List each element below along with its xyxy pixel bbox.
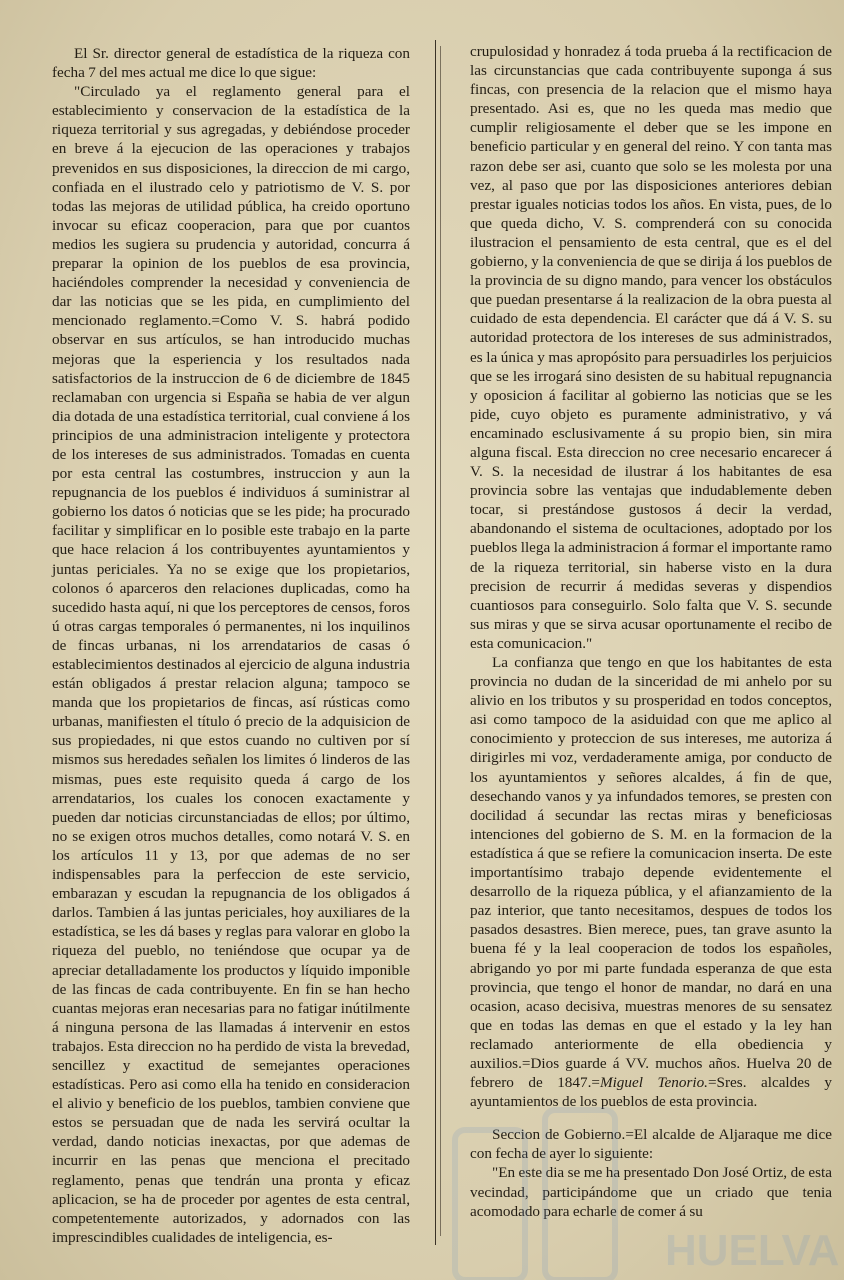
paragraph-governor [470, 653, 832, 1111]
paragraph-circular: "Circulado ya el reglamento general para el establecimiento y conservacion de la estadística de la riqueza territorial y sus agregadas, y debiéndose proceder en breve á la ejecucion de las operaciones y trabajos prevenidos en sus disposiciones, la direccion de mi cargo, confiada en el ilustrado celo y patriotismo de V. S. por todas las mejoras de utilidad pública, ha creido oportuno invocar su eficaz cooperacion, para que por cuantos medios les sugiera su prudencia y autoridad, concurra á preparar la opinion de los pueblos de esa provincia, haciéndoles comprender la necesidad y conveniencia de dar las noticias que se les pida, en cumplimiento del mencionado reglamento.=Como V. S. habrá podido observar en sus artículos, se han introducido muchas mejoras que la esperiencia y los resultados nada satisfactorios de la instruccion de 6 de diciembre de 1845 reclamaban con urgencia si España se habia de ver algun dia dotada de una estadística territorial, cual conviene á los principios de una administracion inteligente y protectora de los intereses de sus administrados. Tomadas en cuenta por esta central las costumbres, instruccion y aun la repugnancia de los pueblos é individuos á suministrar al gobierno los datos ó noticias que se les pide; ha procurado facilitar y simplificar en lo posible este trabajo en la parte que hace relacion á los contribuyentes ayuntamientos y juntas periciales. Ya no se exige que los propietarios, colonos ó aparceros den relaciones duplicadas, como ha sucedido hasta aquí, ni que los perceptores de censos, foros ú otras cargas temporales ó permanentes, ni los inquilinos de fincas urbanas, ni los arrendatarios de casas ó establecimientos destinados al ejercicio de alguna industria están obligados á prestar relacion alguna; tampoco se manda que los propietarios de fincas, así rústicas como urbanas, manifiesten el título ó precio de la adquisicion de sus propiedades, ni que estos cuando no cultiven por sí mismos sus heredades señalen los limites ó linderos de las mismas, pues este requisito queda á cargo de los arrendatarios, los cuales los conocen exactamente y pueden dar noticias circunstanciadas de ellos; por último, no se exigen otros muchos detalles, como notará V. S. en los artículos 11 y 13, por que ademas de no ser indispensables para la perfeccion de este servicio, embarazan y escudan la repugnancia de los obligados á darlos. Tambien á las juntas periciales, hoy auxiliares de la estadística, se les dá bases y reglas para valorar en globo la riqueza del pueblo, no teniéndose que ocupar ya de apreciar detalladamente los productos y líquido imponible de las fincas de cada contribuyente. En fin se han hecho cuantas mejoras eran necesarias para no fatigar inútilmente á ninguna persona de las llamadas á intervenir en estos trabajos. Esta direccion no ha perdido de vista la brevedad, sencillez y exactitud de semejantes operaciones estadísticas. Pero asi como ella ha tenido en consideracion el alivio y beneficio de los pueblos, tambien conviene que estos se persuadan que de nada les servirá ocultar la verdad, dando noticias inexactas, por que ademas de incurrir en las penas que menciona el precitado reglamento, penas que tendrán una pronta y eficaz aplicacion, se ha de proceder por agentes de esta central, competentemente autorizados, y adornados con las imprescindibles cualidades de inteligencia, es- [52, 83, 410, 1246]
column-divider [435, 40, 436, 1245]
paragraph-governor-end: =Sres. alcaldes y ayuntamientos de los pueblos de esta provincia. [470, 1074, 832, 1111]
svg-text:HUELVA: HUELVA [665, 1226, 840, 1275]
signature-name: Miguel Tenorio. [599, 1074, 708, 1092]
paragraph-governor-text: La confianza que tengo en que los habitantes de esta provincia no dudan de la sinceridad de mi anhelo por su alivio en los tributos y su prosperidad en todos conceptos, asi como tampoco de la asiduidad con que me aplico al conocimiento y proteccion de sus intereses, me autoriza á dirigirles mi voz, verdaderamente amiga, por conducto de los ayuntamientos y señores alcaldes, á fin de que, desechando vanos y ya infundados temores, se presten con docilidad á secundar las rectas miras y beneficiosas intenciones del gobierno de S. M. en la formacion de la estadística á que se refiere la comunicacion inserta. De este importantísimo trabajo depende evidentemente el desarrollo de la riqueza pública, y el afianzamiento de la paz interior, que tanto necesitamos, despues de todos los pasados desastres. Bien merece, pues, tan grave asunto la buena fé y la leal cooperacion de todos los españoles, abrigando yo por mi parte fundada esperanza de que esta provincia, que tengo el honor de mandar, no dará en una ocasion, acaso decisiva, muestras menores de su sensatez que en todas las demas en que el estado y la ley han reclamado anteriormente de ella obediencia y auxilios.=Dios guarde á VV. muchos años. Huelva 20 de febrero de 1847.= [470, 654, 832, 1092]
paragraph-section-header: Seccion de Gobierno.=El alcalde de Aljaraque me dice con fecha de ayer lo siguiente: [470, 1126, 832, 1163]
paragraph-intro: El Sr. director general de estadística de la riqueza con fecha 7 del mes actual me dice lo que sigue: [52, 45, 410, 82]
right-column [470, 42, 832, 1221]
left-column [52, 44, 410, 1247]
paragraph-aljaraque-report: "En este dia se me ha presentado Don José Ortiz, de esta vecindad, participándome que un criado que tenia acomodado para echarle de comer á su [470, 1164, 832, 1220]
column-divider-inner [440, 46, 441, 1236]
paragraph-circular-continued: crupulosidad y honradez á toda prueba á la rectificacion de las circunstancias que cada contribuyente suponga á sus fincas, con presencia de la relacion que el mismo haya presentado. Asi es, que no les queda mas medio que cumplir religiosamente el deber que se les impone en beneficio particular y en general del reino. Y con tanta mas razon debe ser asi, cuanto que solo se les molesta por una vez, al paso que por las disposiciones anteriores debian prestar iguales noticias todos los años. En vista, pues, de lo que queda dicho, V. S. comprenderá con su conocida ilustracion el pensamiento de esta central, que es el del gobierno, y la conveniencia de que se dirija á los pueblos de la provincia de su digno mando, para vencer los obstáculos que puedan presentarse á la realizacion de la obra puesta al cuidado de esta dependencia. El carácter que dá á V. S. su autoridad protectora de los intereses de sus administrados, es la única y mas apropósito para persuadirles los perjuicios que se les irrogará sino desisten de su habitual repugnancia y oposicion á facilitar al gobierno las noticias que se les pide, cuyo objeto es puramente administrativo, y vá encaminado esclusivamente á su propio bien, sin mira alguna fiscal. Esta direccion no cree necesario encarecer á V. S. la necesidad de ilustrar á los habitantes de esa provincia sobre las ventajas que indudablemente deben tocar, si prestándose gustosos á decir la verdad, abandonando el sistema de ocultaciones, adoptado por los pueblos llega la administracion á formar el importante ramo de la riqueza territorial, sin haberse visto en la dura precision de recurrir á medidas severas y dispendios cuantiosos para conseguirlo. Solo falta que V. S. secunde sus miras y que se sirva acusar oportunamente el recibo de esta comunicacion." [470, 43, 832, 652]
